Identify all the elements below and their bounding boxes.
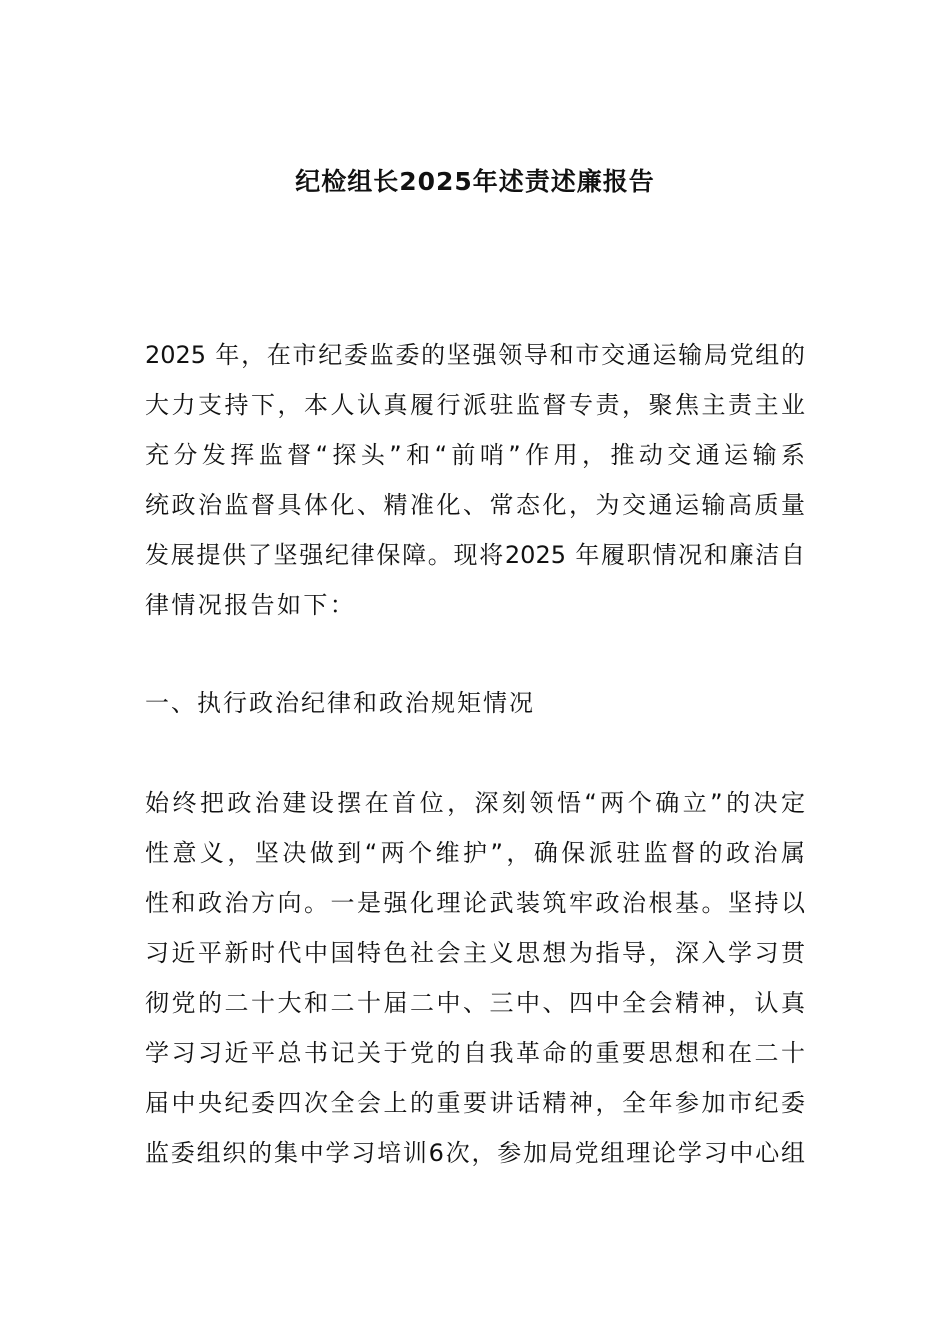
text-line: 2025 年，在市纪委监委的坚强领导和市交通运输局党组的 bbox=[145, 341, 805, 369]
text-line: 彻党的二十大和二十届二中、三中、四中全会精神，认真 bbox=[145, 989, 805, 1017]
text-line: 大力支持下，本人认真履行派驻监督专责，聚焦主责主业 bbox=[145, 391, 805, 419]
text-line: 充分发挥监督“探头”和“前哨”作用，推动交通运输系 bbox=[145, 441, 805, 469]
text-line: 性和政治方向。一是强化理论武装筑牢政治根基。坚持以 bbox=[145, 889, 805, 917]
text-line: 统政治监督具体化、精准化、常态化，为交通运输高质量 bbox=[145, 491, 805, 519]
document-title: 纪检组长2025年述责述廉报告 bbox=[295, 167, 655, 196]
text-line: 学习习近平总书记关于党的自我革命的重要思想和在二十 bbox=[145, 1039, 805, 1067]
text-line: 发展提供了坚强纪律保障。现将2025 年履职情况和廉洁自 bbox=[145, 541, 805, 569]
text-line: 始终把政治建设摆在首位，深刻领悟“两个确立”的决定 bbox=[145, 789, 805, 817]
text-line: 性意义，坚决做到“两个维护”，确保派驻监督的政治属 bbox=[145, 839, 805, 867]
text-line: 习近平新时代中国特色社会主义思想为指导，深入学习贯 bbox=[145, 939, 805, 967]
text-line: 律情况报告如下： bbox=[145, 591, 357, 619]
section-heading: 一、执行政治纪律和政治规矩情况 bbox=[145, 689, 535, 717]
text-line: 监委组织的集中学习培训6次，参加局党组理论学习中心组 bbox=[145, 1139, 805, 1167]
text-line: 届中央纪委四次全会上的重要讲话精神，全年参加市纪委 bbox=[145, 1089, 805, 1117]
